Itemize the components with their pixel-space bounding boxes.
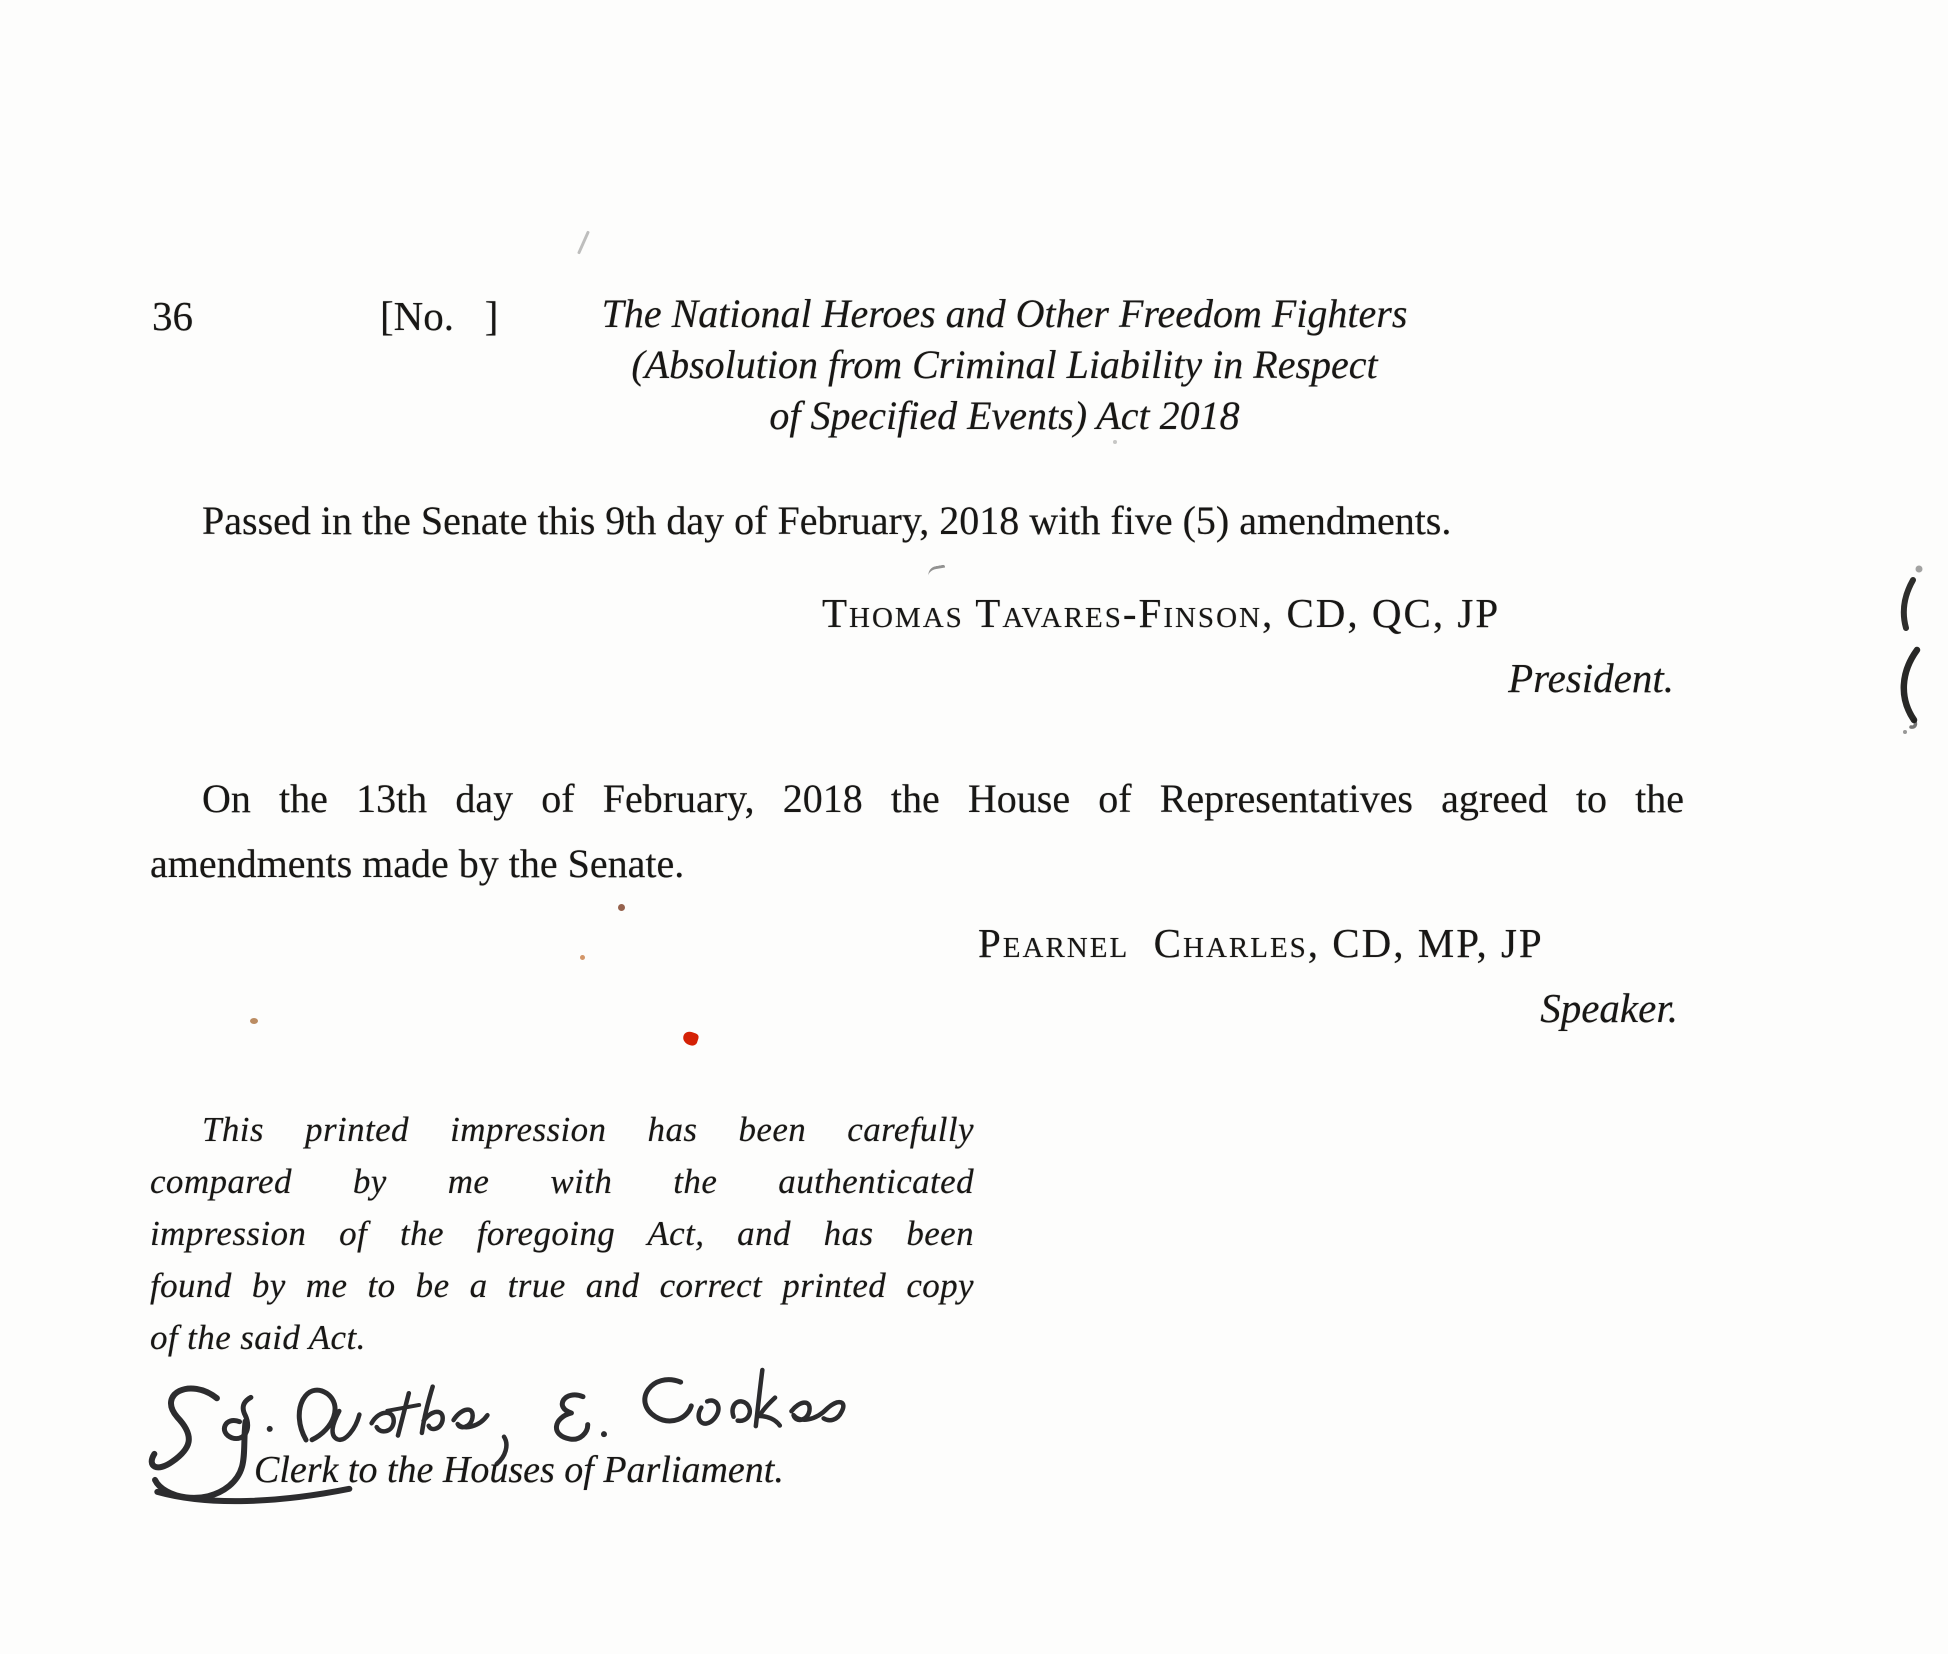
page-number: 36: [152, 293, 193, 339]
act-title-line: The National Heroes and Other Freedom Fighters: [601, 291, 1408, 336]
attestation-line: compared by me with the authenticated: [150, 1162, 974, 1201]
pen-scratch-mark: [927, 565, 947, 582]
senate-passage-paragraph: Passed in the Senate this 9th day of February, 2018 with five (5) amendments.: [202, 498, 1452, 543]
attestation-line: This printed impression has been carefully: [202, 1110, 974, 1149]
ink-speck: [618, 904, 625, 911]
act-title-line: of Specified Events) Act 2018: [769, 393, 1240, 438]
attestation-paragraph: [150, 1104, 974, 1364]
attestation-line: of the said Act.: [150, 1318, 366, 1357]
handwritten-margin-marks-icon: [1886, 556, 1938, 736]
house-signatory-title: Speaker.: [1540, 985, 1678, 1031]
pen-scratch-mark: [577, 230, 590, 254]
senate-signatory-name: Thomas Tavares-Finson, CD, QC, JP: [822, 590, 1501, 636]
clerk-title: Clerk to the Houses of Parliament.: [254, 1449, 784, 1491]
house-passage-line: On the 13th day of February, 2018 the House of Representatives agreed to the: [202, 776, 1684, 821]
house-signatory-name: Pearnel Charles, CD, MP, JP: [978, 920, 1544, 966]
red-ink-speck: [681, 1030, 699, 1047]
attestation-line: found by me to be a true and correct printed copy: [150, 1266, 974, 1305]
house-passage-paragraph: [150, 766, 1684, 896]
senate-signatory-title: President.: [1508, 655, 1674, 701]
act-title-line: (Absolution from Criminal Liability in Respect: [631, 342, 1378, 387]
ink-speck: [1113, 440, 1117, 444]
act-title: [552, 288, 1457, 441]
ink-speck: [250, 1018, 258, 1024]
house-passage-line: amendments made by the Senate.: [150, 841, 685, 886]
ink-speck: [580, 955, 585, 960]
attestation-line: impression of the foregoing Act, and has been: [150, 1214, 974, 1253]
act-number-placeholder: [No. ]: [380, 293, 499, 339]
